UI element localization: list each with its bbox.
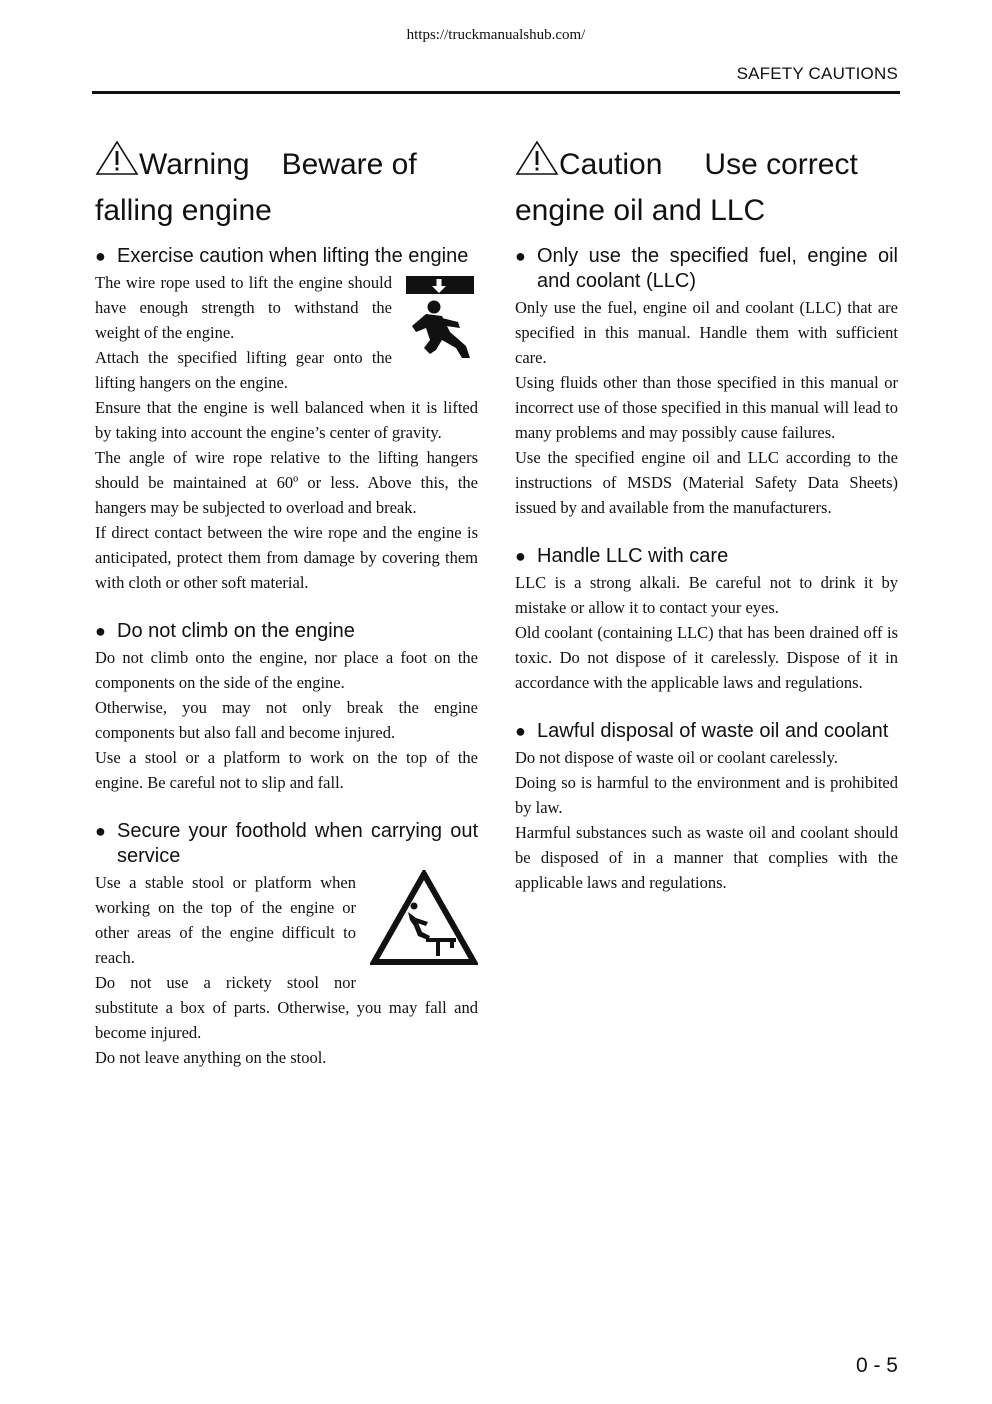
disposal-para-1: Do not dispose of waste oil or coolant carelessly. <box>515 748 838 767</box>
warning-triangle-icon <box>515 140 559 176</box>
right-title-line1: Use correct <box>704 148 858 181</box>
heading-foothold: ● Secure your foothold when carrying out service <box>95 820 478 867</box>
bullet-icon: ● <box>95 246 106 266</box>
right-title-kind: Caution <box>559 148 663 181</box>
disposal-para-3: Harmful substances such as waste oil and coolant should be disposed of in a manner that complies with the applicable laws and regulations. <box>515 823 898 892</box>
left-title-line2: falling engine <box>95 194 272 227</box>
bullet-icon: ● <box>95 821 106 841</box>
header-rule <box>92 91 900 94</box>
bullet-icon: ● <box>515 721 526 741</box>
lifting-para-3: Ensure that the engine is well balanced when it is lifted by taking into account the engine’s center of gravity. <box>95 398 478 442</box>
lifting-para-1: The wire rope used to lift the engine should have enough strength to withstand the weight of the engine. <box>95 273 392 342</box>
bullet-icon: ● <box>515 246 526 266</box>
right-title-line2: engine oil and LLC <box>515 194 766 227</box>
climb-para-3: Use a stool or a platform to work on the top of the engine. Be careful not to slip and fall. <box>95 748 478 792</box>
page-number: 0 - 5 <box>855 1354 898 1377</box>
llc-para-2: Old coolant (containing LLC) that has been drained off is toxic. Do not dispose of it carelessly. Dispose of it in accordance with the applicable laws and regulations. <box>515 623 898 692</box>
climb-para-2: Otherwise, you may not only break the engine components but also fall and become injured. <box>95 698 478 742</box>
disposal-para-2: Doing so is harmful to the environment and is prohibited by law. <box>515 773 898 817</box>
falling-object-hazard-icon <box>406 274 478 365</box>
right-section-title <box>515 140 898 234</box>
fluids-para-1: Only use the fuel, engine oil and coolant (LLC) that are specified in this manual. Handle them with sufficient care. <box>515 298 898 367</box>
left-section-title <box>95 140 478 234</box>
foothold-para-3: Do not leave anything on the stool. <box>95 1048 327 1067</box>
fluids-para-3: Use the specified engine oil and LLC according to the instructions of MSDS (Material Safety Data Sheets) issued by and available from the manufacturers. <box>515 448 898 517</box>
left-column <box>95 140 478 1070</box>
heading-llc-care: ● Handle LLC with care <box>515 545 729 567</box>
heading-waste-disposal: ● Lawful disposal of waste oil and coolant <box>515 720 889 742</box>
climb-para-1: Do not climb onto the engine, nor place a foot on the components on the side of the engine. <box>95 648 478 692</box>
heading-specified-fluids: ● Only use the specified fuel, engine oil and coolant (LLC) <box>515 245 898 292</box>
right-column <box>515 140 898 895</box>
header-url: https://truckmanualshub.com/ <box>406 27 586 43</box>
bullet-icon: ● <box>95 621 106 641</box>
warning-triangle-icon <box>95 140 139 176</box>
heading-no-climb: ● Do not climb on the engine <box>95 620 355 642</box>
llc-para-1: LLC is a strong alkali. Be careful not to drink it by mistake or allow it to contact your eyes. <box>515 573 898 617</box>
lifting-para-4: The angle of wire rope relative to the lifting hangers should be maintained at 60º or less. Above this, the hangers may be subjected to overload and break. <box>95 448 478 517</box>
foothold-para-1: Use a stable stool or platform when working on the top of the engine or other areas of the engine difficult to reach. <box>95 873 356 967</box>
bullet-icon: ● <box>515 546 526 566</box>
lifting-para-5: If direct contact between the wire rope and the engine is anticipated, protect them from damage by covering them with cloth or other soft material. <box>95 523 478 592</box>
lifting-para-2: Attach the specified lifting gear onto the lifting hangers on the engine. <box>95 348 392 392</box>
left-title-kind: Warning <box>139 148 250 181</box>
fluids-para-2: Using fluids other than those specified in this manual or incorrect use of those specified in this manual will lead to many problems and may possibly cause failures. <box>515 373 898 442</box>
running-head: SAFETY CAUTIONS <box>736 64 898 83</box>
left-title-line1: Beware of <box>281 148 417 181</box>
foothold-para-2: Do not use a rickety stool nor substitute a box of parts. Otherwise, you may fall and become injured. <box>95 973 478 1042</box>
fall-from-stool-hazard-icon <box>370 870 478 971</box>
heading-lifting: ● Exercise caution when lifting the engine <box>95 245 469 267</box>
